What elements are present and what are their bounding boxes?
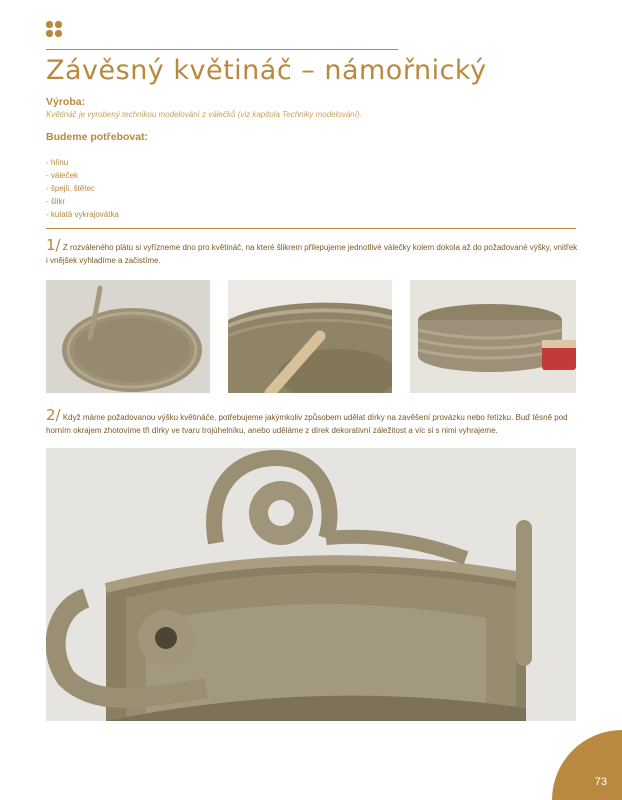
step-text: Když máme požadovanou výšku květináče, potřebujeme jakýmkoliv způsobem udělat dírky na zavěšení provázku nebo řetízku. Buď těsně pod horním okrajem zhotovíme tři dírky ve tvaru trojúhelníku, anebo uděláme z dírek dekorativní záležitost a víc si s nimi vyhrajeme. [46, 413, 568, 435]
step-2 [46, 406, 578, 437]
photo-clay-base [46, 280, 210, 393]
four-squares-icon [46, 21, 62, 37]
list-item: - hlínu [46, 158, 69, 167]
header-divider [46, 49, 398, 50]
step-1 [46, 236, 578, 267]
list-item: - kulatá vykrajovátka [46, 210, 119, 219]
photo-finished-planter [46, 448, 576, 721]
step-number: 2/ [46, 406, 61, 424]
step-number: 1/ [46, 236, 61, 254]
production-description: Květináč je vyrobený technikou modelování z válečků (viz kapitola Techniky modelování). [46, 110, 362, 119]
step-text: Z rozváleného plátu si vyřízneme dno pro květináč, na které šlikrem přilepujeme jednotlivé válečky kolem dokola až do požadované výšky, vnitřek i vnějšek vyhladíme a začistíme. [46, 243, 578, 265]
list-item: - váleček [46, 171, 79, 180]
list-item: - špejli, štětec [46, 184, 95, 193]
photo-smoothing [228, 280, 392, 393]
list-item: - šlikr [46, 197, 66, 206]
production-heading: Výroba: [46, 96, 86, 108]
page-title: Závěsný květináč – námořnický [46, 55, 487, 86]
page-number: 73 [594, 776, 607, 788]
page-corner-badge [552, 730, 622, 800]
photo-coil-walls [410, 280, 576, 393]
section-divider [46, 228, 576, 229]
materials-list [46, 156, 119, 221]
materials-heading: Budeme potřebovat: [46, 131, 149, 143]
